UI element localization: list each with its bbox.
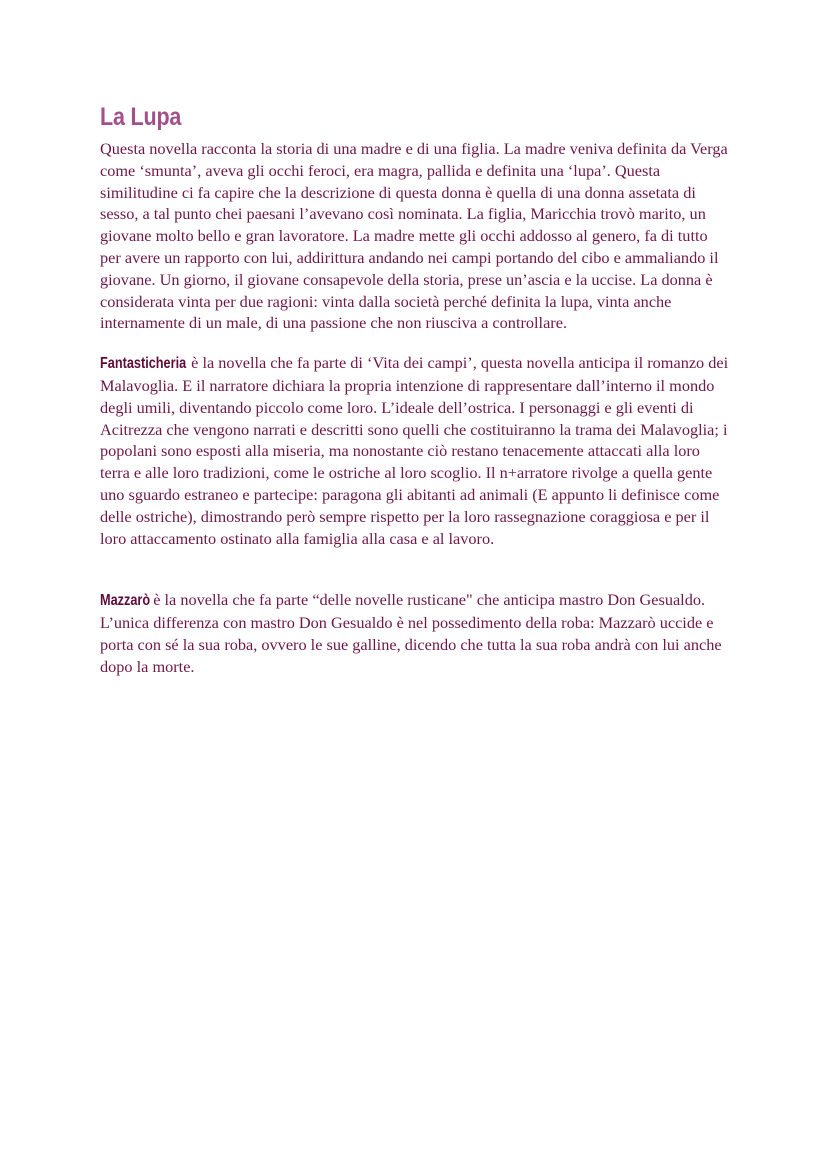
paragraph-spacer [100,549,732,589]
fantasticheria-text: è la novella che fa parte di ‘Vita dei campi’, questa novella anticipa il romanzo dei Malavoglia. E il narratore dichiara la propria intenzione di rappresentare dall’interno il mondo degli umili, diventando piccolo come loro. L’ideale dell’ostrica. I personaggi e gli eventi di Acitrezza che vengono narrati e descritti sono quelli che costituiranno la trama dei Malavoglia; i popolani sono esposti alla miseria, ma nonostante ciò restano tenacemente attaccati alla loro terra e alle loro tradizioni, come le ostriche al loro scoglio. Il n+arratore rivolge a quella gente uno sguardo estraneo e partecipe: paragona gli abitanti ad animali (E appunto li definisce come delle ostriche), dimostrando però sempre rispetto per la loro rassegnazione coraggiosa e per il loro attaccamento ostinato alla famiglia alla casa e al lavoro. [100,353,729,548]
keyword-fantasticheria: Fantasticheria [100,355,187,373]
paragraph-mazzaro [100,589,732,677]
paragraph-la-lupa: Questa novella racconta la storia di una madre e di una figlia. La madre veniva definita da Verga come ‘smunta’, aveva gli occhi feroci, era magra, pallida e definita una ‘lupa’. Questa similitudine ci fa capire che la descrizione di questa donna è quella di una donna assetata di sesso, a tal punto chei paesani l’avevano così nominata. La figlia, Maricchia trovò marito, un giovane molto bello e gran lavoratore. La madre mette gli occhi addosso al genero, fa di tutto per avere un rapporto con lui, addirittura andando nei campi portando del cibo e ammaliando il giovane. Un giorno, il giovane consapevole della storia, prese un’ascia e la uccise. La donna è considerata vinta per due ragioni: vinta dalla società perché definita la lupa, vinta anche internamente di un male, di una passione che non riusciva a controllare. [100,139,728,333]
mazzaro-text: è la novella che fa parte “delle novelle rusticane" che anticipa mastro Don Gesualdo. L’unica differenza con mastro Don Gesualdo è nel possedimento della roba: Mazzarò uccide e porta con sé la sua roba, ovvero le sue galline, dicendo che tutta la sua roba andrà con lui anche dopo la morte. [100,590,722,676]
paragraph-fantasticheria [100,352,732,549]
paragraph-spacer [100,334,732,352]
keyword-mazzaro: Mazzarò [100,592,151,610]
page-title: La Lupa [100,103,182,131]
